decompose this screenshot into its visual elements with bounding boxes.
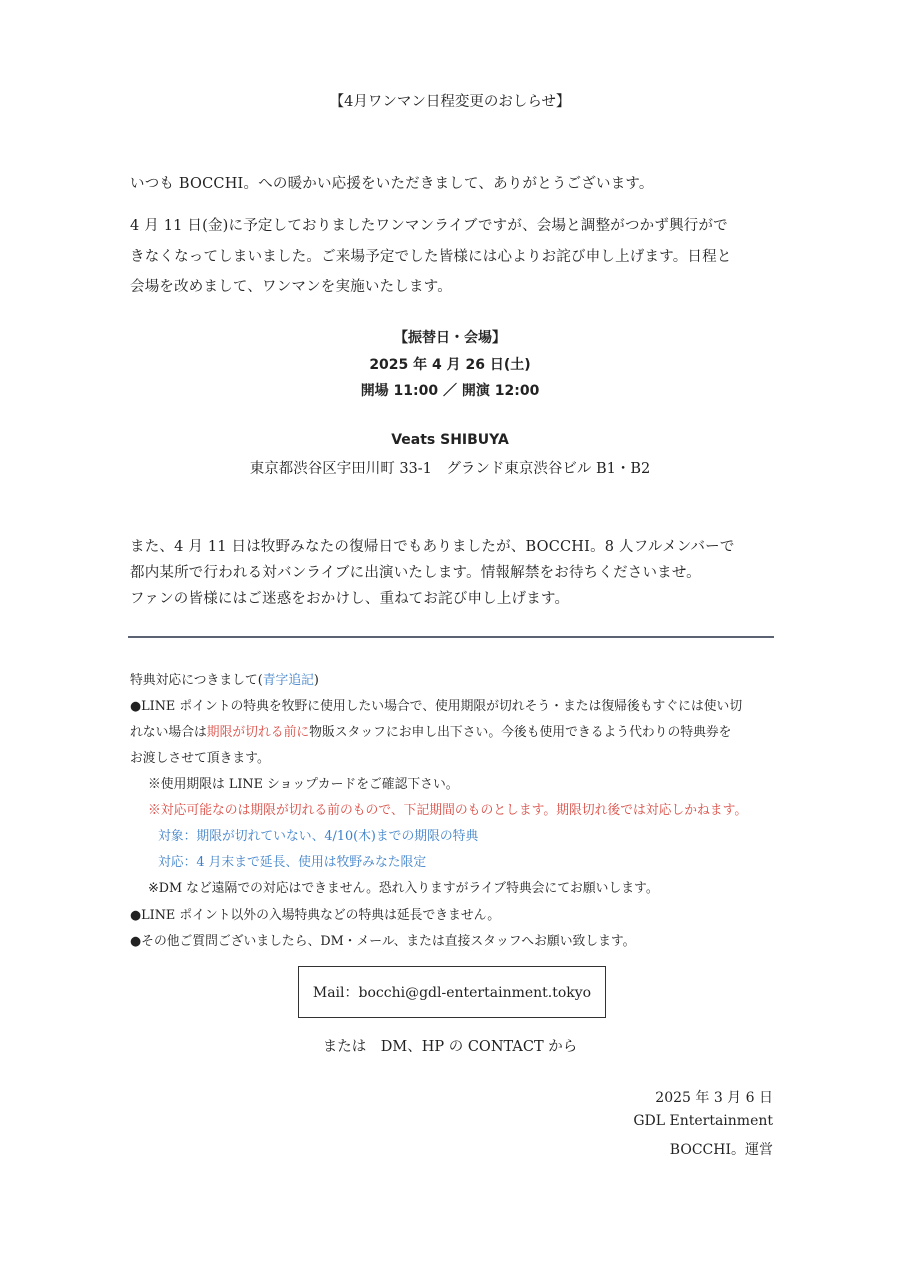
event-date: 2025 年 4 月 26 日(土): [369, 357, 531, 373]
blue-response: 対応：4 月末まで延長、使用は牧野みなた限定: [158, 855, 427, 870]
item1-line2-red: 期限が切れる前に: [206, 725, 310, 740]
contact-alternatives: または DM、HP の CONTACT から: [322, 1039, 578, 1055]
mail-address[interactable]: Mail：bocchi@gdl-entertainment.tokyo: [312, 985, 592, 1001]
item1-line2-b: 物販スタッフにお申し出下さい。今後も使用できるよう代わりの特典券を: [309, 725, 732, 740]
page-title: 【4月ワンマン日程変更のおしらせ】: [329, 94, 571, 110]
benefit-item-3: ●その他ご質問ございましたら、DM・メール、または直接スタッフへお願い致します。: [130, 934, 636, 949]
venue-address: 東京都渋谷区宇田川町 33-1 グランド東京渋谷ビル B1・B2: [249, 461, 651, 477]
benefits-heading: [130, 669, 319, 688]
note-dm: ※DM など遠隔での対応はできません。恐れ入りますがライブ特典会にてお願いします。: [148, 881, 659, 896]
note-expiry: ※使用期限は LINE ショップカードをご確認下さい。: [148, 777, 459, 792]
additional-line-1: また、4 月 11 日は牧野みなたの復帰日でもありましたが、BOCCHI。8 人フルメンバーで: [130, 539, 735, 555]
benefit-item-1-line-2: [130, 721, 731, 740]
benefits-heading-prefix: 特典対応につきまして(: [130, 673, 263, 688]
notice-line-1: 4 月 11 日(金)に予定しておりましたワンマンライブですが、会場と調整がつかず興行がで: [130, 218, 728, 234]
section-divider: [128, 636, 774, 638]
benefits-heading-suffix: ): [313, 673, 319, 688]
item1-line2-a: れない場合は: [130, 725, 207, 740]
additional-line-2: 都内某所で行われる対バンライブに出演いたします。情報解禁をお待ちくださいませ。: [130, 565, 701, 581]
footer-org: BOCCHI。運営: [669, 1142, 773, 1158]
event-heading: 【振替日・会場】: [394, 330, 506, 346]
notice-line-2: きなくなってしまいました。ご来場予定でした皆様には心よりお詫び申し上げます。日程と: [130, 249, 732, 265]
benefit-item-1-line-3: お渡しさせて頂きます。: [130, 751, 270, 766]
benefit-item-1-line-1: ●LINE ポイントの特典を牧野に使用したい場合で、使用期限が切れそう・または復帰後もすぐには使い切: [130, 699, 743, 714]
notice-line-3: 会場を改めまして、ワンマンを実施いたします。: [130, 279, 452, 295]
benefit-item-2: ●LINE ポイント以外の入場特典などの特典は延長できません。: [130, 908, 501, 923]
greeting-text: いつも BOCCHI。への暖かい応援をいただきまして、ありがとうございます。: [130, 176, 654, 192]
blue-target: 対象：期限が切れていない、4/10(木)までの期限の特典: [158, 829, 479, 844]
additional-line-3: ファンの皆様にはご迷惑をおかけし、重ねてお詫び申し上げます。: [130, 591, 570, 607]
footer-company: GDL Entertainment: [633, 1113, 773, 1129]
footer-date: 2025 年 3 月 6 日: [655, 1090, 773, 1106]
benefits-heading-blue: 青字追記: [262, 673, 314, 688]
event-times: 開場 11:00 ／ 開演 12:00: [360, 383, 540, 399]
mail-box: [298, 966, 606, 1018]
venue-name: Veats SHIBUYA: [391, 432, 509, 448]
note-red: ※対応可能なのは期限が切れる前のもので、下記期間のものとします。期限切れ後では対応しかねます。: [148, 803, 748, 818]
